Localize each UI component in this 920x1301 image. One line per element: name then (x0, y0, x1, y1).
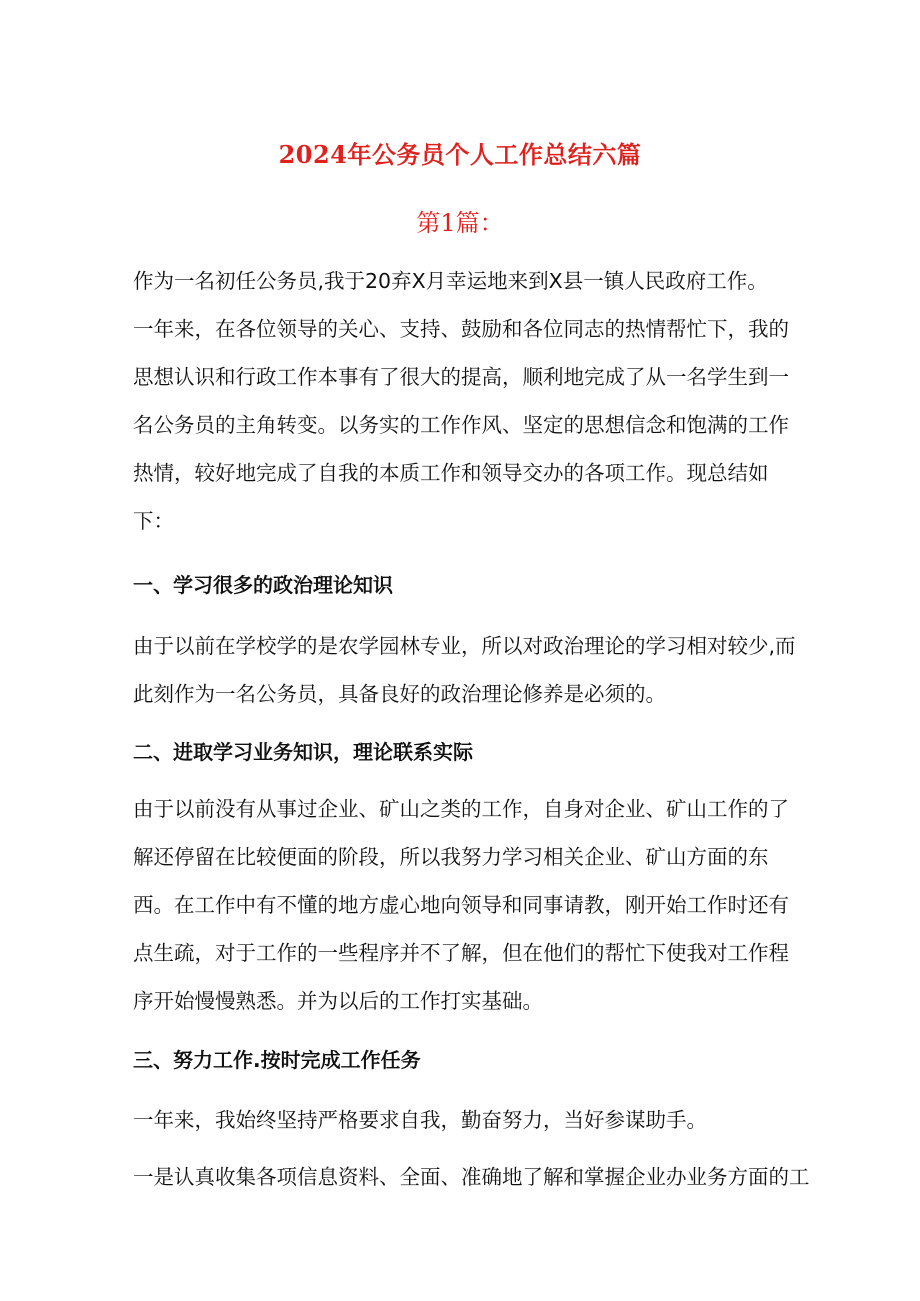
document-subtitle: 第1篇： (416, 209, 504, 237)
paragraph-line: 解还停留在比较便面的阶段，所以我努力学习相关企业、矿山方面的东 (133, 845, 769, 869)
paragraph-line: 由于以前在学校学的是农学园林专业，所以对政治理论的学习相对较少,而 (133, 634, 796, 658)
paragraph-line: 一是认真收集各项信息资料、全面、准确地了解和掌握企业办业务方面的工 (133, 1165, 810, 1189)
section2-paragraph (133, 785, 803, 1025)
paragraph-line: 由于以前没有从事过企业、矿山之类的工作，自身对企业、矿山工作的了 (133, 797, 789, 821)
paragraph-line: 作为一名初任公务员,我于20弃X月幸运地来到X县一镇人民政府工作。 (133, 269, 768, 293)
section3-paragraph-b (133, 1153, 810, 1201)
paragraph-line: 下： (133, 509, 174, 533)
section-heading: 二、进取学习业务知识，理论联系实际 (133, 740, 473, 764)
intro-paragraph (133, 257, 803, 545)
paragraph-line: 此刻作为一名公务员，具备良好的政治理论修养是必须的。 (133, 682, 666, 706)
paragraph-line: 热情，较好地完成了自我的本质工作和领导交办的各项工作。现总结如 (133, 461, 769, 485)
paragraph-line: 一年来，我始终坚持严格要求自我，勤奋努力，当好参谋助手。 (133, 1108, 707, 1132)
document-title: 2024年公务员个人工作总结六篇 (278, 140, 642, 169)
section1-paragraph (133, 622, 803, 718)
paragraph-line: 点生疏，对于工作的一些程序并不了解，但在他们的帮忙下使我对工作程 (133, 941, 789, 965)
paragraph-line: 序开始慢慢熟悉。并为以后的工作打实基础。 (133, 989, 543, 1013)
paragraph-line: 名公务员的主角转变。以务实的工作作风、坚定的思想信念和饱满的工作 (133, 413, 789, 437)
paragraph-line: 思想认识和行政工作本事有了很大的提高，顺利地完成了从一名学生到一 (133, 365, 789, 389)
paragraph-line: 西。在工作中有不懂的地方虚心地向领导和同事请教，刚开始工作时还有 (133, 893, 789, 917)
section3-paragraph (133, 1096, 803, 1144)
paragraph-line: 一年来，在各位领导的关心、支持、鼓励和各位同志的热情帮忙下，我的 (133, 317, 789, 341)
section-heading: 三、努力工作.按时完成工作任务 (133, 1048, 421, 1072)
section-heading: 一、学习很多的政治理论知识 (133, 573, 393, 597)
